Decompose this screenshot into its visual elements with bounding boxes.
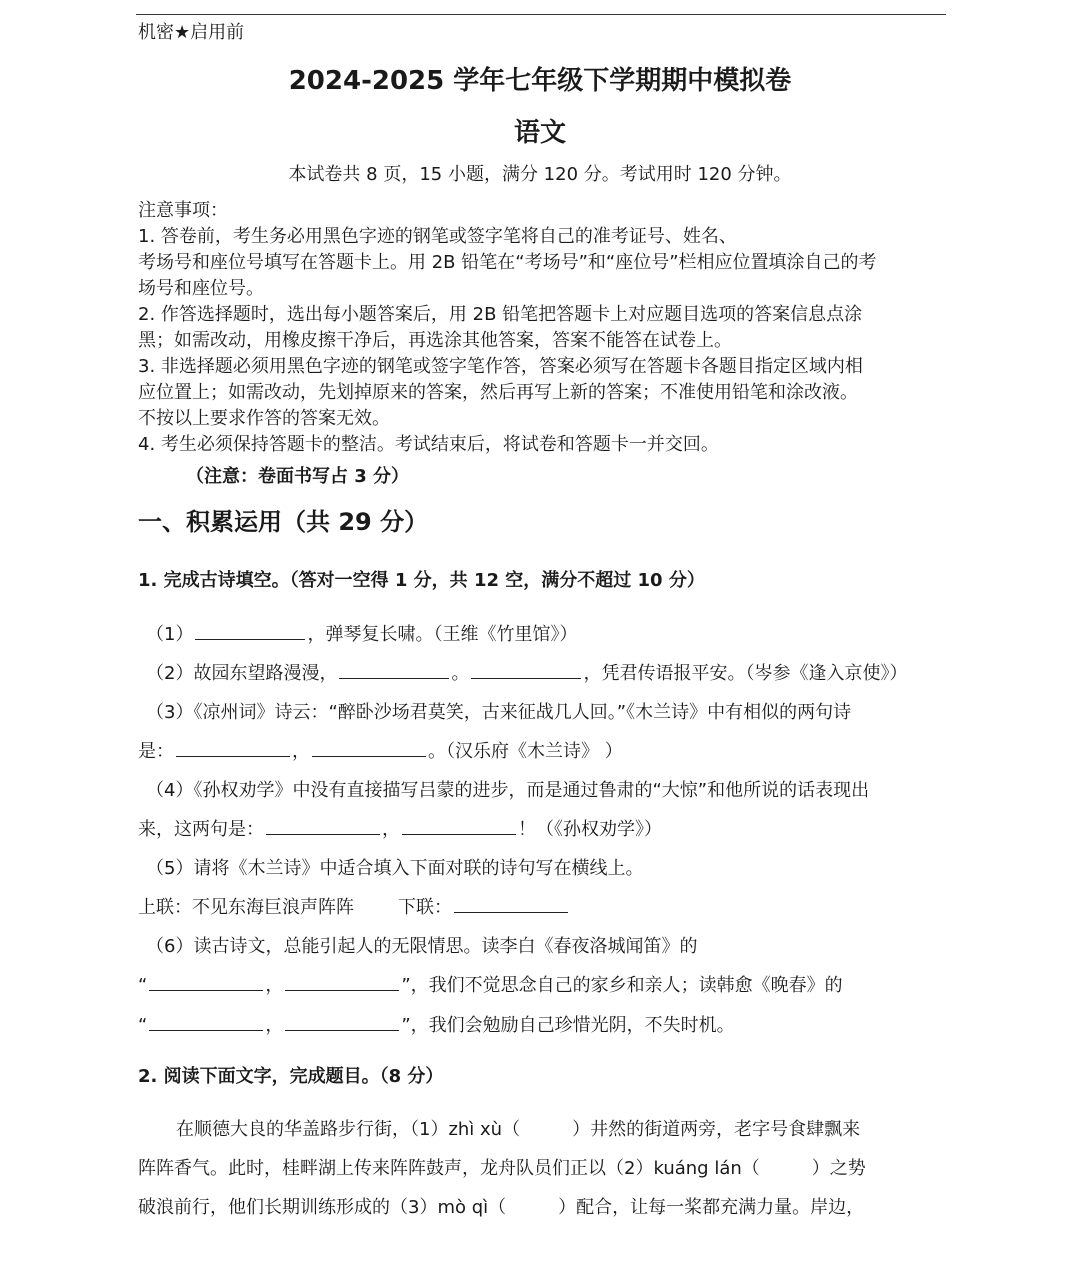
q1-item-1 [146, 620, 577, 646]
item-text: （1） [146, 624, 194, 645]
answer-blank[interactable] [471, 662, 581, 679]
couplet-lower: 下联： [398, 897, 452, 918]
item-text: ”，我们会勉励自己珍惜光阴，不失时机。 [401, 1015, 735, 1036]
item-text: “ [138, 975, 148, 996]
item-text: ， [265, 975, 284, 996]
passage-text: ）之势 [811, 1158, 866, 1179]
q1-item-3-line2 [138, 737, 623, 763]
item-text: ， [292, 741, 310, 762]
item-text: ，弹琴复长啸。（王维《竹里馆》） [307, 624, 578, 645]
subject-title: 语文 [513, 118, 566, 148]
q2-passage-line [176, 1115, 860, 1141]
answer-blank[interactable] [285, 1014, 399, 1031]
top-rule [136, 14, 946, 15]
item-text: （2）故园东望路漫漫， [146, 663, 338, 684]
answer-blank[interactable] [266, 818, 380, 835]
notice-line: 黑；如需改动，用橡皮擦干净后，再选涂其他答案，答案不能答在试卷上。 [138, 330, 732, 351]
notice-heading: 注意事项： [138, 200, 228, 221]
answer-blank[interactable] [149, 1014, 263, 1031]
couplet-upper: 上联：不见东海巨浪声阵阵 [138, 897, 354, 918]
q1-item-6-line1: （6）读古诗文，总能引起人的无限情思。读李白《春夜洛城闻笛》的 [146, 936, 698, 957]
notice-line: 3. 非选择题必须用黑色字迹的钢笔或签字笔作答，答案必须写在答题卡各题目指定区域内相 [138, 356, 863, 377]
q1-item-2 [146, 659, 907, 685]
answer-blank[interactable] [285, 974, 399, 991]
notice-line: 4. 考生必须保持答题卡的整洁。考试结束后，将试卷和答题卡一并交回。 [138, 434, 719, 455]
notice-line: 1. 答卷前，考生务必用黑色字迹的钢笔或签字笔将自己的准考证号、姓名、 [138, 226, 737, 247]
q1-item-6-line2 [138, 971, 843, 997]
q1-item-4-line1: （4）《孙权劝学》中没有直接描写吕蒙的进步，而是通过鲁肃的“大惊”和他所说的话表现出 [146, 780, 870, 801]
passage-text: 阵阵香气。此时，桂畔湖上传来阵阵鼓声，龙舟队员们正以（2）kuáng lán（ [138, 1158, 760, 1179]
item-text: 。（汉乐府《木兰诗》 ） [428, 741, 623, 762]
answer-blank[interactable] [402, 818, 516, 835]
passage-text: 在顺德大良的华盖路步行街，（1）zhì xù（ [176, 1119, 521, 1140]
notice-line: 不按以上要求作答的答案无效。 [138, 408, 390, 429]
section-heading: 一、积累运用（共 29 分） [138, 508, 429, 536]
item-text: ， [265, 1015, 284, 1036]
exam-title: 2024-2025 学年七年级下学期期中模拟卷 [288, 66, 792, 96]
notice-line: 应位置上；如需改动，先划掉原来的答案，然后再写上新的答案；不准使用铅笔和涂改液。 [138, 382, 858, 403]
q2-passage-line [138, 1154, 866, 1180]
handwriting-note: （注意：卷面书写占 3 分） [186, 466, 410, 487]
item-text: 是： [138, 741, 174, 762]
answer-blank[interactable] [339, 662, 449, 679]
notice-line: 2. 作答选择题时，选出每小题答案后，用 2B 铅笔把答题卡上对应题目选项的答案信息点涂 [138, 304, 863, 325]
passage-text: ）井然的街道两旁，老字号食肆飘来 [572, 1119, 861, 1140]
answer-blank[interactable] [312, 740, 426, 757]
question-1-heading: 1. 完成古诗填空。（答对一空得 1 分，共 12 空，满分不超过 10 分） [138, 570, 705, 591]
answer-blank[interactable] [149, 974, 263, 991]
item-text: ！（《孙权劝学》） [518, 819, 662, 840]
passage-text: 破浪前行，他们长期训练形成的（3）mò qì（ [138, 1197, 507, 1218]
q2-passage-line [138, 1193, 864, 1219]
q1-item-5-couplet [138, 893, 570, 919]
item-text: ”，我们不觉思念自己的家乡和亲人；读韩愈《晚春》的 [401, 975, 843, 996]
answer-blank[interactable] [176, 740, 290, 757]
item-text: 来，这两句是： [138, 819, 264, 840]
item-text: “ [138, 1015, 148, 1036]
q1-item-6-line3 [138, 1011, 735, 1037]
answer-blank[interactable] [454, 896, 568, 913]
exam-summary: 本试卷共 8 页，15 小题，满分 120 分。考试用时 120 分钟。 [288, 164, 792, 185]
q1-item-3-line1: （3）《凉州词》诗云：“醉卧沙场君莫笑，古来征战几人回。”《木兰诗》中有相似的两句诗 [146, 702, 852, 723]
notice-line: 场号和座位号。 [138, 278, 264, 299]
q1-item-4-line2 [138, 815, 662, 841]
question-2-heading: 2. 阅读下面文字，完成题目。（8 分） [138, 1066, 444, 1087]
item-text: 。 [451, 663, 470, 684]
answer-blank[interactable] [195, 623, 305, 640]
confidential-label: 机密★启用前 [138, 22, 245, 43]
notice-line: 考场号和座位号填写在答题卡上。用 2B 铅笔在“考场号”和“座位号”栏相应位置填涂自己的考 [138, 252, 877, 273]
passage-text: ）配合，让每一桨都充满力量。岸边， [558, 1197, 865, 1218]
item-text: ，凭君传语报平安。（岑参《逢入京使》） [583, 663, 908, 684]
item-text: ， [382, 819, 400, 840]
q1-item-5-line1: （5）请将《木兰诗》中适合填入下面对联的诗句写在横线上。 [146, 858, 644, 879]
